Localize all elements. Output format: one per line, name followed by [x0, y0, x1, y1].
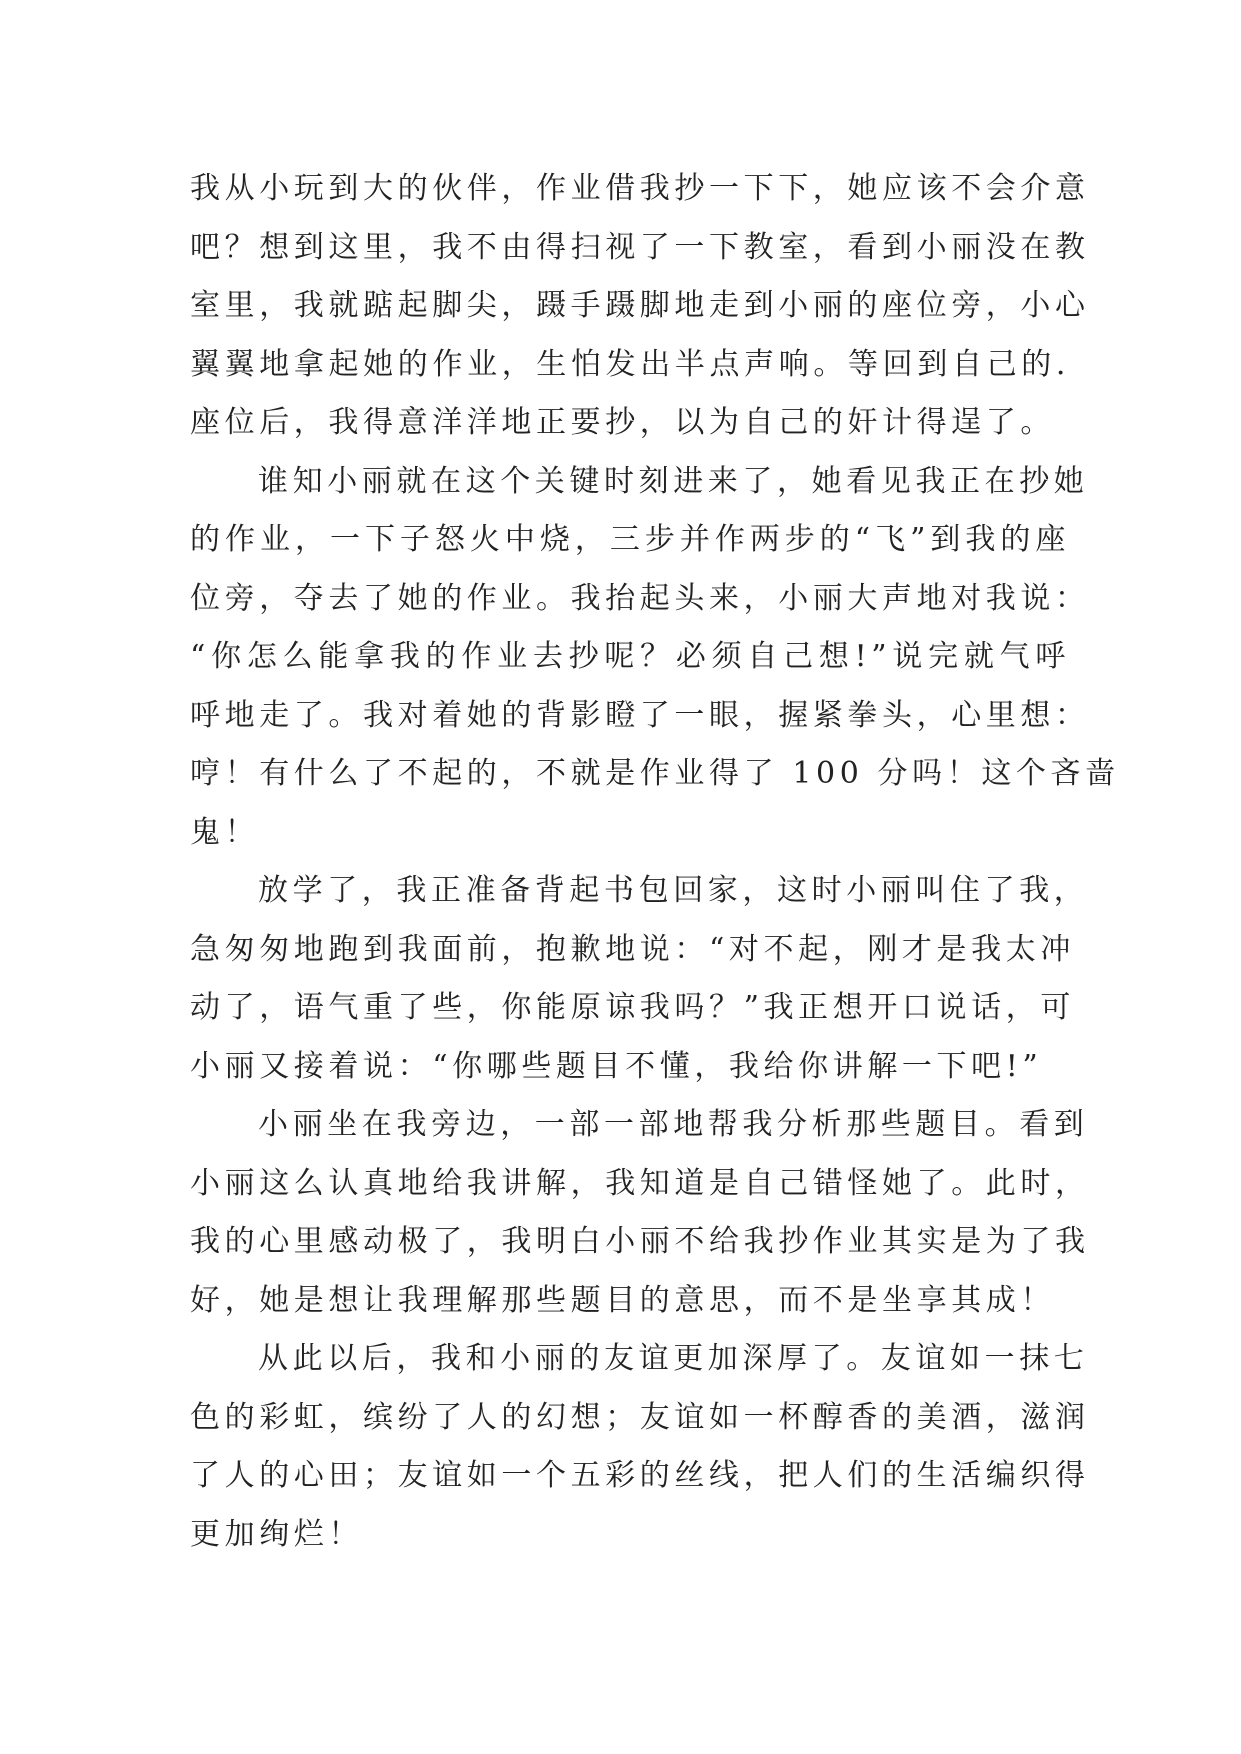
- text-line: 翼翼地拿起她的作业，生怕发出半点声响。等回到自己的.: [190, 346, 1070, 382]
- text-line: 呼地走了。我对着她的背影瞪了一眼，握紧拳头，心里想：: [190, 697, 1090, 733]
- text-line: 我的心里感动极了，我明白小丽不给我抄作业其实是为了我: [190, 1224, 1090, 1259]
- text-line: 放学了，我正准备背起书包回家，这时小丽叫住了我，: [258, 873, 1089, 908]
- text-line: 位旁，夺去了她的作业。我抬起头来，小丽大声地对我说：: [190, 580, 1090, 616]
- text-line: 我从小玩到大的伙伴，作业借我抄一下下，她应该不会介意: [190, 171, 1090, 206]
- text-line: 色的彩虹，缤纷了人的幻想；友谊如一杯醇香的美酒，滋润: [190, 1399, 1090, 1435]
- text-line: 好，她是想让我理解那些题目的意思，而不是坐享其成！: [190, 1282, 1055, 1318]
- text-line: “你怎么能拿我的作业去抄呢？必须自己想!”说完就气呼: [190, 639, 1070, 674]
- text-line: 动了，语气重了些，你能原谅我吗？”我正想开口说话，可: [190, 990, 1075, 1025]
- text-line: 谁知小丽就在这个关键时刻进来了，她看见我正在抄她: [258, 463, 1089, 499]
- essay-body: [190, 160, 1120, 1564]
- text-line: 急匆匆地跑到我面前，抱歉地说：“对不起，刚才是我太冲: [190, 931, 1075, 967]
- text-line: 从此以后，我和小丽的友谊更加深厚了。友谊如一抹七: [258, 1341, 1089, 1376]
- text-line: 吧？想到这里，我不由得扫视了一下教室，看到小丽没在教: [190, 229, 1090, 265]
- text-line: 室里，我就踮起脚尖，蹑手蹑脚地走到小丽的座位旁，小心: [190, 288, 1090, 323]
- text-line: 座位后，我得意洋洋地正要抄，以为自己的奸计得逞了。: [190, 405, 1055, 440]
- document-page: [190, 0, 1120, 1754]
- text-line: 小丽这么认真地给我讲解，我知道是自己错怪她了。此时，: [190, 1165, 1090, 1201]
- text-line: 小丽坐在我旁边，一部一部地帮我分析那些题目。看到: [258, 1107, 1089, 1142]
- text-line: 哼！有什么了不起的，不就是作业得了 100 分吗！这个吝啬: [190, 756, 1120, 791]
- text-line: 的作业，一下子怒火中烧，三步并作两步的“飞”到我的座: [190, 522, 1070, 557]
- text-line: 更加绚烂！: [190, 1516, 363, 1552]
- text-line: 了人的心田；友谊如一个五彩的丝线，把人们的生活编织得: [190, 1458, 1090, 1493]
- text-line: 鬼！: [190, 814, 260, 850]
- text-line: 小丽又接着说：“你哪些题目不懂，我给你讲解一下吧!”: [190, 1048, 1043, 1084]
